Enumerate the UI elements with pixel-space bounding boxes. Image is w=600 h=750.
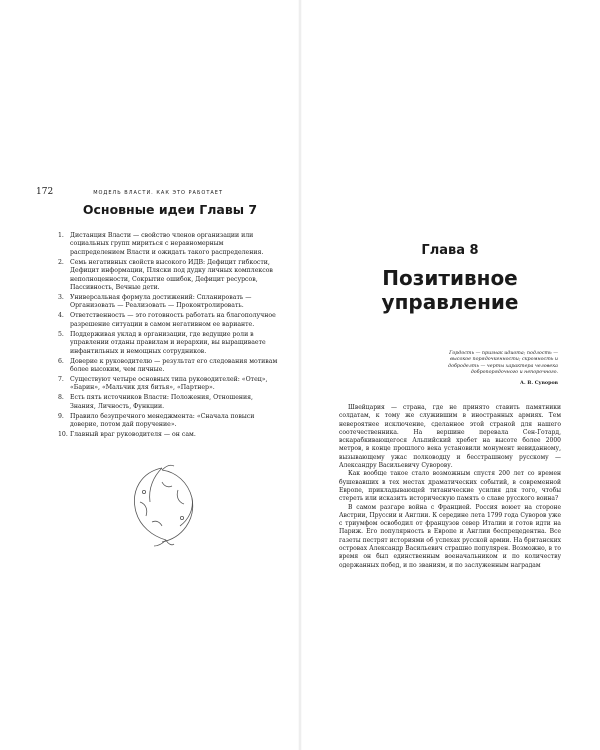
key-idea-item <box>58 232 280 257</box>
key-idea-text: Главный враг руководителя — он сам. <box>70 431 196 439</box>
key-idea-number: 8. <box>58 394 64 402</box>
chapter-label: Глава 8 <box>421 243 479 258</box>
key-idea-number: 7. <box>58 376 64 384</box>
key-idea-number: 1. <box>58 232 64 239</box>
key-idea-item <box>58 394 280 411</box>
key-idea-text: Доверие к руководителю — результат его следования мотивам более высоким, чем личные. <box>70 357 278 374</box>
key-idea-number: 10. <box>58 431 68 439</box>
chapter-body <box>339 404 561 570</box>
key-idea-item <box>58 294 280 311</box>
key-idea-number: 3. <box>58 294 64 302</box>
right-page <box>300 0 600 750</box>
key-idea-text: Семь негативных свойств высокого ИДВ: Дефицит гибкости, Дефицит информации, Пляски под дудку личных комплексов неполноценности, Сокрытие ошибок, Дефицит ресурсов, Пассивность, Вечные дети. <box>70 258 273 292</box>
key-idea-text: Универсальная формула достижений: Спланировать — Организовать — Реализовать — Проконтролировать. <box>70 294 252 310</box>
key-idea-number: 9. <box>58 412 64 420</box>
key-idea-text: Ответственность — это готовность работать на благополучное разрешение ситуации в самом негативном ее варианте. <box>70 312 276 328</box>
key-idea-item <box>58 312 280 329</box>
key-idea-text: Дистанция Власти — свойство членов организации или социальных групп мириться с неравномерным распределением Власти и ожидать такого распределения. <box>70 232 264 256</box>
body-paragraph: Как вообще такое стало возможным спустя 200 лет со времен бушевавших в тех местах драматических событий, в современной Европе, прикладывающей титанические усилия для того, чтобы стереть или исказить историческую память о славе русского воина? <box>339 470 561 503</box>
running-head <box>36 187 276 197</box>
page-number: 172 <box>36 187 54 197</box>
key-idea-number: 2. <box>58 258 64 266</box>
key-idea-number: 4. <box>58 312 64 320</box>
key-idea-text: Существуют четыре основных типа руководителей: «Отец», «Барин», «Мальчик для битья», «Партнер». <box>70 376 268 392</box>
key-idea-number: 6. <box>58 357 64 365</box>
key-idea-item <box>58 431 280 439</box>
key-idea-item <box>58 259 280 293</box>
running-head-text: МОДЕЛЬ ВЛАСТИ. КАК ЭТО РАБОТАЕТ <box>93 190 224 196</box>
body-paragraph: В самом разгаре война с Францией. Россия воюет на стороне Австрии, Пруссии и Англии. К середине лета 1799 года Суворов уже с триумфом освободил от французов север Италии и готов идти на Париж. Его популярность в Европе и Англии беспрецедентна. Все газеты пестрят историями об успехах русской армии. На британских островах Александр Васильевич страшно популярен. Возможно, в то время он был единственным военачальником и по количеству одержанных побед, и по званиям, и по заслуженным наградам <box>339 503 561 569</box>
key-idea-item <box>58 358 280 375</box>
key-idea-item <box>58 331 280 356</box>
key-idea-text: Есть пять источников Власти: Положения, Отношения, Знания, Личность, Функции. <box>70 394 253 410</box>
key-idea-item <box>58 376 280 393</box>
key-idea-item <box>58 413 280 430</box>
key-idea-number: 5. <box>58 330 64 338</box>
body-paragraph: Швейцария — страна, где не принято ставить памятники солдатам, к тому же служившим в иностранных армиях. Тем невероятнее исключение, сделанное этой страной для нашего соотечественника. На вершине перевала Сен-Готард, вскарабкивающегося Альпийский хребет на высоте более 2000 метров, в конце прошлого века установили монумент невиданному, вызывающему ужас полководцу и бесстрашному русскому — Александру Васильевичу Суворову. <box>339 404 561 470</box>
epigraph: Гордость — признак идиота; подлость — высокое порядочкенности; скромность и доброделть — черты характера человека добропорядочного и непорочного. <box>448 351 558 375</box>
chapter-summary-title: Основные идеи Главы 7 <box>82 202 258 217</box>
key-idea-text: Правило безупречного менеджмента: «Сначала повыси доверие, потом дай поручение». <box>70 412 255 429</box>
epigraph-author: А. В. Суворов <box>520 380 558 386</box>
key-idea-text: Поддерживая уклад в организации, где ведущие роли в управлении отданы правилам и иерархии, вы выращиваете инфантильных и немощных сотрудников. <box>70 330 266 355</box>
chapter-title-line-1: Позитивное <box>382 266 518 290</box>
key-ideas-list <box>58 232 280 441</box>
chapter-title <box>300 266 600 314</box>
chapter-title-line-2: управление <box>381 290 519 314</box>
fish-ornament-icon <box>122 462 202 548</box>
